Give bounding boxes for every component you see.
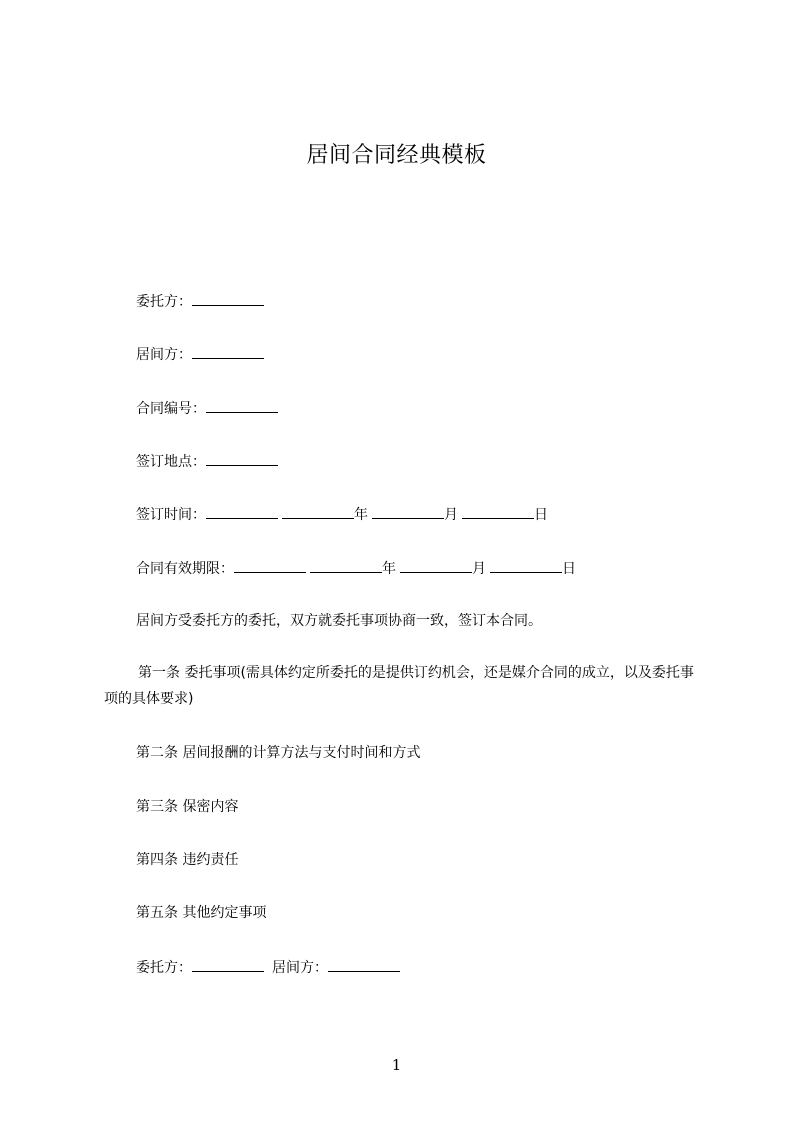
sign-time-label: 签订时间： (136, 507, 206, 523)
signature-client-label: 委托方： (136, 960, 192, 976)
sign-day-blank[interactable] (462, 503, 534, 519)
validity-month-blank[interactable] (400, 557, 472, 573)
contract-number-blank[interactable] (206, 397, 278, 413)
sign-time-line (136, 503, 548, 526)
sign-place-label: 签订地点： (136, 454, 206, 470)
broker-label: 居间方： (136, 347, 192, 363)
sign-month-blank[interactable] (372, 503, 444, 519)
page-number: 1 (391, 1056, 402, 1074)
article-4: 第四条 违约责任 (136, 852, 239, 868)
contract-number-line (136, 397, 278, 420)
validity-year-blank[interactable] (310, 557, 382, 573)
client-label: 委托方： (136, 294, 192, 310)
sign-place-line (136, 450, 278, 473)
sign-place-blank[interactable] (206, 450, 278, 466)
sign-time-blank[interactable] (206, 503, 278, 519)
validity-blank[interactable] (234, 557, 306, 573)
signature-broker-blank[interactable] (328, 956, 400, 972)
validity-label: 合同有效期限： (136, 561, 234, 577)
signature-client-blank[interactable] (192, 956, 264, 972)
validity-day-label: 日 (562, 561, 576, 577)
signature-broker-label: 居间方： (272, 960, 328, 976)
validity-day-blank[interactable] (490, 557, 562, 573)
article-5: 第五条 其他约定事项 (136, 905, 267, 921)
month-label: 月 (444, 507, 458, 523)
article-2: 第二条 居间报酬的计算方法与支付时间和方式 (136, 745, 421, 761)
document-title: 居间合同经典模板 (306, 143, 487, 168)
validity-year-label: 年 (382, 561, 396, 577)
sign-year-blank[interactable] (282, 503, 354, 519)
validity-line (136, 557, 576, 580)
signature-line (136, 956, 400, 979)
year-label: 年 (354, 507, 368, 523)
article-1: 第一条 委托事项(需具体约定所委托的是提供订约机会，还是媒介合同的成立，以及委托事项的具体要求) (104, 665, 694, 707)
contract-number-label: 合同编号： (136, 401, 206, 417)
article-3: 第三条 保密内容 (136, 799, 239, 815)
day-label: 日 (534, 507, 548, 523)
client-blank[interactable] (192, 290, 264, 306)
client-line (136, 290, 264, 313)
broker-blank[interactable] (192, 343, 264, 359)
validity-month-label: 月 (472, 561, 486, 577)
broker-line (136, 343, 264, 366)
intro-paragraph: 居间方受委托方的委托，双方就委托事项协商一致，签订本合同。 (136, 613, 542, 629)
